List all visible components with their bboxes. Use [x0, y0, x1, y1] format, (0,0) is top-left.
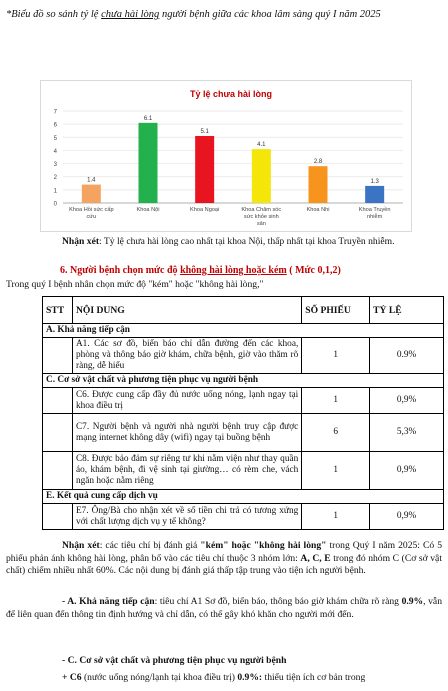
th-rate: TỶ LỆ [370, 297, 444, 324]
bar [195, 136, 214, 203]
group-title: A. Khả năng tiếp cận [43, 324, 444, 338]
bar-value-label: 4.1 [257, 142, 266, 149]
para-c6: + C6 (nước uống nóng/lạnh tại khoa điều trị) 0.9%: thiếu tiện ích cơ bản trong [62, 672, 366, 683]
rate-cell: 5,3% [370, 414, 444, 452]
x-tick-label: cứu [86, 214, 97, 220]
y-tick-label: 1 [53, 188, 57, 195]
bar [139, 123, 158, 203]
x-tick-label: sức khỏe sinh [243, 214, 279, 220]
content-cell: C7. Người bệnh và người nhà người bệnh truy cập được mạng internet không dây (wifi) ngay tại buồng bệnh [72, 414, 301, 452]
content-cell: E7. Ông/Bà cho nhận xét về số tiền chi trả có tương xứng với chất lượng dịch vụ y tế không? [72, 504, 301, 530]
chart-title: Tỷ lệ chưa hài lòng [189, 89, 273, 99]
section-6-heading: 6. Người bệnh chọn mức độ không hài lòng hoặc kém ( Mức 0,1,2) [60, 265, 341, 276]
y-tick-label: 6 [53, 122, 57, 129]
section-6-intro: Trong quý I bệnh nhân chọn mức độ "kém" hoặc "không hài lòng," [6, 279, 264, 290]
x-tick-label: nhiễm [367, 214, 383, 220]
bar-value-label: 5.1 [200, 128, 209, 135]
bar [365, 186, 384, 203]
note-label: Nhận xét [62, 540, 100, 551]
count-cell: 6 [302, 414, 370, 452]
count-cell: 1 [302, 504, 370, 530]
rate-cell: 0,9% [370, 388, 444, 414]
stt-cell [43, 338, 73, 374]
x-tick-label: Khoa Hồi sức cấp [69, 207, 114, 213]
stt-cell [43, 414, 73, 452]
x-tick-label: sản [256, 221, 266, 227]
count-cell: 1 [302, 338, 370, 374]
count-cell: 1 [302, 452, 370, 490]
group-title: E. Kết quả cung cấp dịch vụ [43, 490, 444, 504]
dissatisfaction-table [42, 296, 444, 530]
note-table: Nhận xét: các tiêu chí bị đánh giá "kém" hoặc "không hài lòng" trong Quý I năm 2025: Có 5 phiếu phản ánh không hài lòng, phân bổ vào các tiêu chí thuộc 3 nhóm lớn: A, C, E trong đó nhóm C (Cơ sở vật chất) chiếm nhiều nhất 60%. Các nội dung bị đánh giá thấp tập trung vào tiện ích người bệnh. [6, 540, 443, 576]
x-tick-label: Khoa Chăm sóc [241, 207, 282, 213]
table-row [43, 338, 444, 374]
note-text: : Tỷ lệ chưa hài lòng cao nhất tại khoa Nội, thấp nhất tại khoa Truyền nhiễm. [99, 236, 395, 247]
th-content: NỘI DUNG [72, 297, 301, 324]
table-row [43, 504, 444, 530]
bar-value-label: 1.3 [370, 178, 379, 185]
bar-value-label: 2.8 [313, 159, 323, 166]
y-tick-label: 3 [53, 162, 57, 169]
table-group-row [43, 374, 444, 388]
stt-cell [43, 504, 73, 530]
x-tick-label: Khoa Truyền [358, 207, 391, 213]
note-label: Nhận xét [62, 236, 100, 247]
table-header-row [43, 297, 444, 324]
content-cell: A1. Các sơ đồ, biển báo chỉ dẫn đường đến các khoa, phòng và thông báo giờ khám, chữa bệnh, giờ vào thăm rõ ràng, dễ hiểu [72, 338, 301, 374]
group-title: C. Cơ sở vật chất và phương tiện phục vụ người bệnh [43, 374, 444, 388]
chart-caption: *Biểu đồ so sánh tỷ lệ chưa hài lòng người bệnh giữa các khoa lâm sàng quý I năm 2025 [6, 9, 381, 20]
content-cell: C8. Được bảo đảm sự riêng tư khi nằm viện như thay quần áo, khám bệnh, đi vệ sinh tại giường… có rèm che, vách ngăn hoặc nằm riêng [72, 452, 301, 490]
y-tick-label: 4 [53, 148, 57, 155]
x-tick-label: Khoa Ngoại [190, 207, 220, 213]
table-row [43, 388, 444, 414]
bar-chart [40, 80, 412, 232]
stt-cell [43, 388, 73, 414]
bar-chart-svg [41, 81, 411, 231]
bar [309, 166, 328, 203]
rate-cell: 0,9% [370, 504, 444, 530]
table-row [43, 414, 444, 452]
th-count: SỐ PHIẾU [302, 297, 370, 324]
count-cell: 1 [302, 388, 370, 414]
para-a: - A. Khả năng tiếp cận: tiêu chí A1 Sơ đồ, biển báo, thông báo giờ khám chữa rõ ràng 0.9%, vẫn để liên quan đến thông tin định hướng và chỉ dẫn, có thể gây khó khăn cho người mới đến. [6, 596, 442, 620]
rate-cell: 0.9% [370, 338, 444, 374]
caption-underlined: chưa hài lòng [101, 9, 160, 20]
table-group-row [43, 324, 444, 338]
bar-value-label: 6.1 [143, 115, 153, 122]
bar [252, 149, 271, 203]
stt-cell [43, 452, 73, 490]
table-group-row [43, 490, 444, 504]
para-c-heading: - C. Cơ sở vật chất và phương tiện phục vụ người bệnh [62, 655, 287, 666]
x-tick-label: Khoa Nhi [306, 207, 330, 213]
bar-value-label: 1.4 [87, 177, 96, 184]
bar [82, 185, 101, 203]
x-tick-label: Khoa Nội [136, 207, 160, 213]
y-tick-label: 7 [53, 109, 57, 116]
y-tick-label: 2 [53, 175, 57, 182]
y-tick-label: 5 [53, 135, 57, 142]
y-tick-label: 0 [53, 201, 57, 208]
note-chart [6, 236, 442, 249]
table-row [43, 452, 444, 490]
th-stt: STT [43, 297, 73, 324]
content-cell: C6. Được cung cấp đầy đủ nước uống nóng, lạnh ngay tại khoa điều trị [72, 388, 301, 414]
rate-cell: 0,9% [370, 452, 444, 490]
